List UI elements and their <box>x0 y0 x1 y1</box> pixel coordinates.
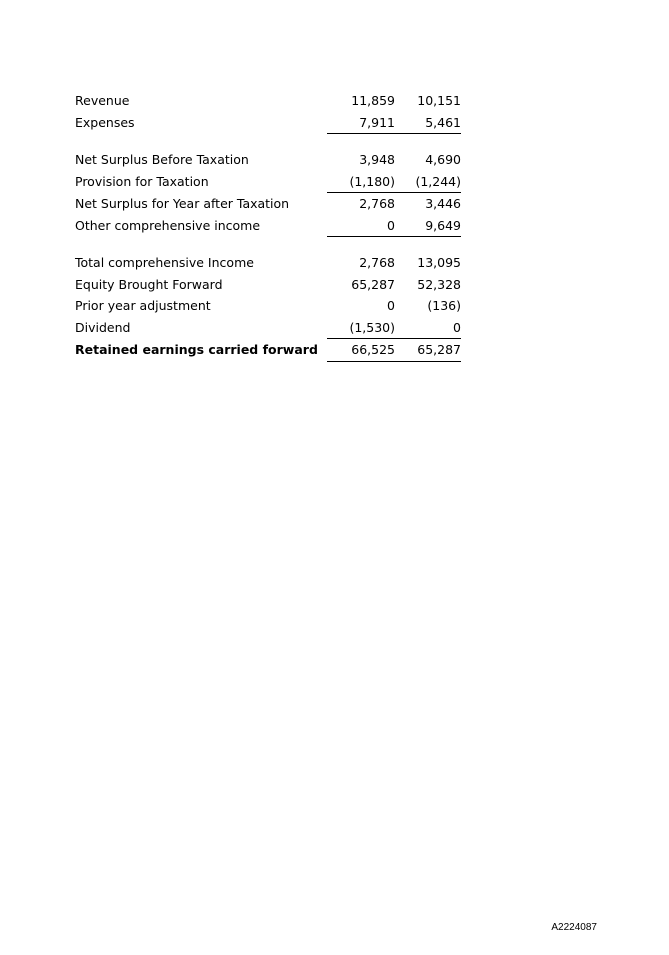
table-row-total <box>75 339 461 362</box>
prior-year-value: 65,287 <box>395 339 461 362</box>
table-row <box>75 215 461 237</box>
prior-year-value: 0 <box>395 317 461 339</box>
document-reference-code: A2224087 <box>551 922 597 933</box>
table-row <box>75 112 461 134</box>
row-label: Net Surplus Before Taxation <box>75 152 249 168</box>
current-year-value: 66,525 <box>327 339 395 362</box>
prior-year-value: (1,244) <box>395 171 461 193</box>
row-label: Other comprehensive income <box>75 218 261 233</box>
current-year-value: 65,287 <box>351 276 395 292</box>
current-year-value: 3,948 <box>359 152 395 168</box>
row-label: Retained earnings carried forward <box>75 342 318 358</box>
current-year-value: 7,911 <box>327 112 395 134</box>
current-year-value: 0 <box>387 298 395 314</box>
table-row <box>75 274 461 296</box>
prior-year-value: 52,328 <box>417 276 461 292</box>
row-label: Provision for Taxation <box>75 174 209 189</box>
income-statement-table <box>75 90 461 362</box>
prior-year-value: 3,446 <box>425 196 461 212</box>
current-year-value: (1,530) <box>327 317 395 339</box>
row-spacer <box>75 237 461 253</box>
table-row <box>75 90 461 112</box>
current-year-value: 2,768 <box>359 196 395 212</box>
prior-year-value: (136) <box>427 298 461 314</box>
table-row <box>75 295 461 317</box>
row-label: Prior year adjustment <box>75 298 211 314</box>
table-row <box>75 171 461 193</box>
current-year-value: 2,768 <box>359 255 395 271</box>
prior-year-value: 10,151 <box>417 93 461 109</box>
row-label: Revenue <box>75 93 130 109</box>
table-row <box>75 193 461 215</box>
prior-year-value: 13,095 <box>417 255 461 271</box>
table-row <box>75 317 461 339</box>
current-year-value: 0 <box>327 215 395 237</box>
row-label: Equity Brought Forward <box>75 276 223 292</box>
prior-year-value: 4,690 <box>425 152 461 168</box>
row-label: Dividend <box>75 320 131 335</box>
table-row <box>75 252 461 274</box>
row-spacer <box>75 134 461 150</box>
table-row <box>75 149 461 171</box>
current-year-value: (1,180) <box>327 171 395 193</box>
row-label: Net Surplus for Year after Taxation <box>75 196 290 211</box>
prior-year-value: 9,649 <box>395 215 461 237</box>
row-label: Expenses <box>75 115 135 130</box>
prior-year-value: 5,461 <box>395 112 461 134</box>
row-label: Total comprehensive Income <box>75 255 254 271</box>
current-year-value: 11,859 <box>351 93 395 109</box>
